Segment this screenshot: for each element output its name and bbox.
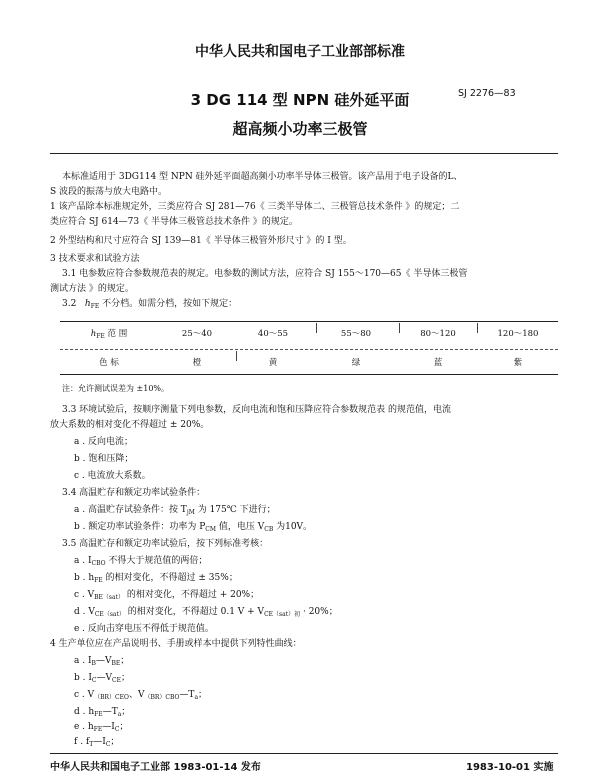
clause-3-1-line-1: 3.1 电参数应符合参数规范表的规定。电参数的测试方法，应符合 SJ 155～170—65《 半导体三极管 xyxy=(62,269,468,279)
intro-paragraph-line-2: S 波段的振荡与放大电路中。 xyxy=(50,187,168,197)
color-cell: 蓝 xyxy=(433,358,443,368)
clause-4-item-a: a . $I_B—V_{BE}$； xyxy=(74,656,130,667)
issue-date: 中华人民共和国电子工业部 1983-01-14 发布 xyxy=(50,762,261,773)
color-cell: 黄 xyxy=(268,358,278,368)
clause-3-3-line-1: 3.3 环境试验后，按顺序测量下列电参数，反向电流和饱和压降应符合参数规范表 的规范值，电流 xyxy=(62,405,452,415)
clause-1-line-1: 1 该产品除本标准规定外，三类应符合 SJ 281—76《 三类半导体二、三极管总技术条件 》的规定；二 xyxy=(50,202,460,212)
clause-2: 2 外型结构和尺寸应符合 SJ 139—81《 半导体三极管外形尺寸 》的 Ⅰ 型。 xyxy=(50,236,352,246)
clause-3-1-line-2: 测试方法 》的规定。 xyxy=(50,284,134,294)
clause-3-5-item-e: e . 反向击穿电压不得低于规范值。 xyxy=(74,624,214,634)
clause-text: 不分档。如需分档，按如下规定： xyxy=(99,299,238,309)
range-cell: 80～120 xyxy=(420,329,456,339)
hfe-color-code-table xyxy=(60,321,558,375)
color-cell: 橙 xyxy=(192,358,202,368)
clause-4-item-e: e . $h_{FE}—I_C$； xyxy=(74,722,129,733)
table-middle-rule xyxy=(60,349,558,350)
clause-4-item-f: f . $f_T—I_C$； xyxy=(74,737,120,748)
range-cell: 25～40 xyxy=(181,329,213,339)
color-cell: 紫 xyxy=(513,358,523,368)
clause-3-5: 3.5 高温贮存和额定功率试验后，按下列标准考核： xyxy=(62,539,269,549)
footer-divider xyxy=(50,753,558,754)
clause-3-3-line-2: 放大系数的相对变化不得超过 ± 20%。 xyxy=(50,420,210,430)
clause-3-5-item-d: d . $V_{CE(sat)}$ 的相对变化，不得超过 0.1 $V + V_{CE(sat)初} \cdot 20\%$； xyxy=(74,607,338,618)
clause-1-line-2: 类应符合 SJ 614—73《 半导体三极管总技术条件 》的规定。 xyxy=(50,217,298,227)
table-row-header-color: 色 标 xyxy=(99,358,119,368)
clause-3-5-item-c: c . $V_{BE(sat)}$ 的相对变化，不得超过 + 20%； xyxy=(74,590,260,601)
document-title-line-2: 超高频小功率三极管 xyxy=(232,120,368,138)
column-separator xyxy=(399,323,400,333)
clause-3-4-item-a: a . 高温贮存试验条件：按 $T_{jM}$ 为 175℃ 下进行； xyxy=(74,505,276,516)
column-separator xyxy=(236,351,237,361)
clause-4-item-d: d . $h_{FE}—T_a$； xyxy=(74,707,131,718)
table-note: 注：允许测试误差为 ±10%。 xyxy=(62,384,170,393)
hfe-symbol: h xyxy=(84,299,91,309)
clause-number: 3.2 xyxy=(62,299,77,309)
document-title-line-1: 3 DG 114 型 NPN 硅外延平面 xyxy=(190,91,410,109)
clause-3-3-item-a: a . 反向电流； xyxy=(74,437,133,447)
table-bottom-rule xyxy=(60,374,558,375)
intro-paragraph-line-1: 本标准适用于 3DG114 型 NPN 硅外延平面超高频小功率半导体三极管。该产品用于电子设备的L、 xyxy=(62,172,463,182)
hfe-subscript: FE xyxy=(90,303,100,310)
standard-code: SJ 2276—83 xyxy=(458,88,516,99)
standard-org-header: 中华人民共和国电子工业部部标准 xyxy=(195,44,405,60)
table-row-header-range: $h_{FE}$ 范 围 xyxy=(90,329,128,340)
header-divider xyxy=(50,153,558,154)
color-cell: 绿 xyxy=(351,358,361,368)
clause-4: 4 生产单位应在产品说明书、手册或样本中提供下列特性曲线： xyxy=(50,639,302,649)
clause-3-4: 3.4 高温贮存和额定功率试验条件： xyxy=(62,488,206,498)
column-separator xyxy=(477,323,478,333)
clause-3-5-item-b: b . $h_{FE}$ 的相对变化，不得超过 ± 35%； xyxy=(74,573,238,584)
clause-3-heading: 3 技术要求和试验方法 xyxy=(50,254,140,264)
clause-3-4-item-b: b . 额定功率试验条件：功率为 $P_{CM}$ 值，电压 $V_{CB}$ 为10V。 xyxy=(74,522,313,533)
effective-date: 1983-10-01 实施 xyxy=(466,762,554,773)
clause-3-3-item-c: c . 电流放大系数。 xyxy=(74,471,151,481)
column-separator xyxy=(316,323,317,333)
clause-3-3-item-b: b . 饱和压降； xyxy=(74,454,134,464)
clause-3-2 xyxy=(62,298,237,313)
clause-3-5-item-a: a . $I_{CBO}$ 不得大于规范值的两倍； xyxy=(74,556,208,567)
range-cell: 55～80 xyxy=(340,329,372,339)
range-cell: 40～55 xyxy=(257,329,289,339)
clause-4-item-b: b . $I_C—V_{CE}$； xyxy=(74,673,130,684)
table-top-rule xyxy=(60,321,558,322)
range-cell: 120～180 xyxy=(497,329,539,339)
clause-4-item-c: c . $V_{(BR)CEO}$、$V_{(BR)CBO}—T_a$； xyxy=(74,690,208,701)
